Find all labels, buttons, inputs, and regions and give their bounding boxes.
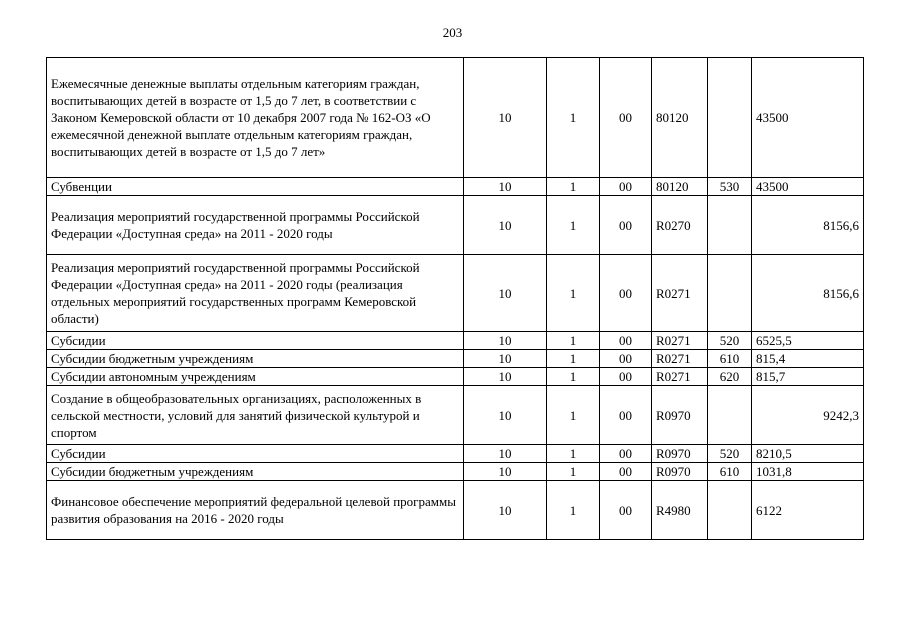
row-name: Субсидии (47, 445, 464, 463)
expense-type-code: 620 (708, 368, 752, 386)
direction-code: R0271 (652, 255, 708, 332)
section-code: 10 (464, 58, 547, 178)
direction-code: R0970 (652, 445, 708, 463)
program-code: 00 (600, 481, 652, 540)
expense-type-code (708, 196, 752, 255)
direction-code: 80120 (652, 58, 708, 178)
expense-type-code: 610 (708, 463, 752, 481)
subsection-code: 1 (547, 58, 600, 178)
table-row (47, 58, 864, 178)
expense-type-code: 530 (708, 178, 752, 196)
subsection-code: 1 (547, 178, 600, 196)
direction-code: R0271 (652, 368, 708, 386)
amount: 8156,6 (752, 196, 864, 255)
program-code: 00 (600, 368, 652, 386)
program-code: 00 (600, 196, 652, 255)
program-code: 00 (600, 445, 652, 463)
row-name: Субсидии (47, 332, 464, 350)
row-name: Создание в общеобразовательных организациях, расположенных в сельской местности, условий для занятий физической культурой и спортом (47, 386, 464, 445)
table-row (47, 196, 864, 255)
section-code: 10 (464, 350, 547, 368)
table-row (47, 368, 864, 386)
subsection-code: 1 (547, 350, 600, 368)
amount: 8210,5 (752, 445, 864, 463)
row-name: Субсидии бюджетным учреждениям (47, 463, 464, 481)
direction-code: 80120 (652, 178, 708, 196)
program-code: 00 (600, 58, 652, 178)
table-row (47, 463, 864, 481)
expense-type-code (708, 58, 752, 178)
direction-code: R0970 (652, 386, 708, 445)
table-row (47, 481, 864, 540)
expense-type-code: 520 (708, 445, 752, 463)
section-code: 10 (464, 178, 547, 196)
direction-code: R0270 (652, 196, 708, 255)
budget-table (46, 57, 864, 540)
row-name: Ежемесячные денежные выплаты отдельным категориям граждан, воспитывающих детей в возрасте от 1,5 до 7 лет, в соответствии с Законом Кемеровской области от 10 декабря 2007 года № 162-ОЗ «О ежемесячной денежной выплате отдельным категориям граждан, воспитывающих детей в возрасте от 1,5 до 7 лет» (47, 58, 464, 178)
program-code: 00 (600, 463, 652, 481)
row-name: Реализация мероприятий государственной программы Российской Федерации «Доступная среда» на 2011 - 2020 годы (47, 196, 464, 255)
table-row (47, 178, 864, 196)
program-code: 00 (600, 350, 652, 368)
table-row (47, 445, 864, 463)
section-code: 10 (464, 445, 547, 463)
amount: 815,4 (752, 350, 864, 368)
subsection-code: 1 (547, 368, 600, 386)
row-name: Субсидии бюджетным учреждениям (47, 350, 464, 368)
program-code: 00 (600, 255, 652, 332)
row-name: Реализация мероприятий государственной программы Российской Федерации «Доступная среда» на 2011 - 2020 годы (реализация отдельных мероприятий государственных программ Кемеровской области) (47, 255, 464, 332)
expense-type-code: 520 (708, 332, 752, 350)
section-code: 10 (464, 463, 547, 481)
subsection-code: 1 (547, 481, 600, 540)
section-code: 10 (464, 196, 547, 255)
subsection-code: 1 (547, 445, 600, 463)
amount: 6122 (752, 481, 864, 540)
section-code: 10 (464, 368, 547, 386)
table-row (47, 332, 864, 350)
program-code: 00 (600, 332, 652, 350)
section-code: 10 (464, 255, 547, 332)
subsection-code: 1 (547, 196, 600, 255)
table-row (47, 350, 864, 368)
subsection-code: 1 (547, 255, 600, 332)
direction-code: R0271 (652, 350, 708, 368)
expense-type-code (708, 255, 752, 332)
table-row (47, 386, 864, 445)
subsection-code: 1 (547, 463, 600, 481)
amount: 9242,3 (752, 386, 864, 445)
program-code: 00 (600, 386, 652, 445)
table-row (47, 255, 864, 332)
page-number: 203 (442, 25, 463, 40)
amount: 8156,6 (752, 255, 864, 332)
program-code: 00 (600, 178, 652, 196)
expense-type-code: 610 (708, 350, 752, 368)
direction-code: R0970 (652, 463, 708, 481)
amount: 1031,8 (752, 463, 864, 481)
amount: 6525,5 (752, 332, 864, 350)
section-code: 10 (464, 386, 547, 445)
amount: 43500 (752, 58, 864, 178)
subsection-code: 1 (547, 332, 600, 350)
expense-type-code (708, 481, 752, 540)
expense-type-code (708, 386, 752, 445)
amount: 43500 (752, 178, 864, 196)
row-name: Субвенции (47, 178, 464, 196)
row-name: Субсидии автономным учреждениям (47, 368, 464, 386)
section-code: 10 (464, 332, 547, 350)
subsection-code: 1 (547, 386, 600, 445)
row-name: Финансовое обеспечение мероприятий федеральной целевой программы развития образования на 2016 - 2020 годы (47, 481, 464, 540)
section-code: 10 (464, 481, 547, 540)
direction-code: R4980 (652, 481, 708, 540)
direction-code: R0271 (652, 332, 708, 350)
amount: 815,7 (752, 368, 864, 386)
